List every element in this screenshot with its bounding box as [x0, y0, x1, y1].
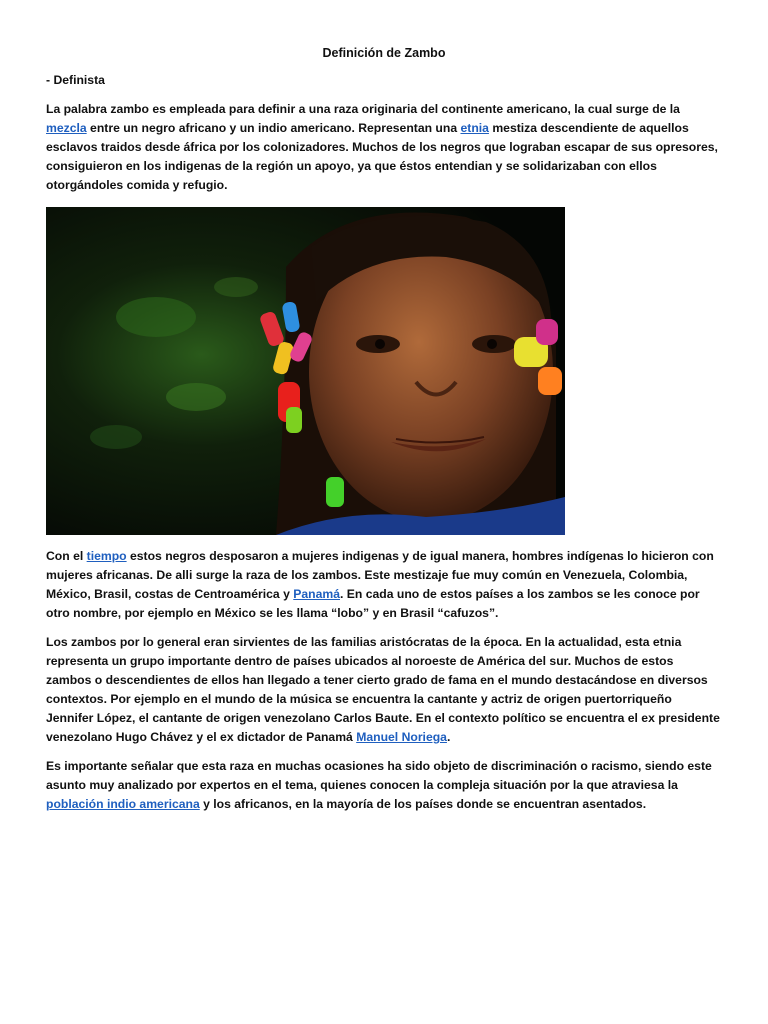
text-span: , por ejemplo en México se les llama “lobo” y en Brasil “cafuzos”. [117, 606, 499, 620]
author-line: - Definista [46, 73, 105, 87]
text-span: Con el [46, 549, 87, 563]
paragraph-history [46, 547, 722, 623]
paragraph-notable [46, 633, 722, 747]
text-span: estos negros desposaron a mujeres indigenas y de igual manera, hombres indígenas lo hicieron con mujeres africanas. De alli surge la raza de los zambos. Este mestizaje fue muy común en [46, 549, 714, 582]
text-span: . En cada uno de estos países a los zambos se les conoce por otro [46, 587, 700, 620]
link-mezcla[interactable]: mezcla [46, 121, 87, 135]
link-poblacion-indio-americana[interactable]: población indio americana [46, 797, 200, 811]
bold-countries: Venezuela, Colombia, México, Brasil [46, 568, 688, 601]
link-etnia[interactable]: etnia [460, 121, 489, 135]
girl-portrait-photo [46, 207, 565, 535]
text-span: Los zambos por lo general eran sirvientes de las familias aristócratas de la época. En la actualidad, esta etnia representa un grupo importante dentro de países ubicados al noroeste de América del sur. Muchos de estos zambos o descendientes de ellos han llegado a tener cierto grado de fama en el mundo destacándose en diversos contextos. Por ejemplo en el mundo de la música se encuentra la cantante y actriz de origen puertorriqueño Jennifer López, el cantante de origen venezolano Carlos Baute. En el contexto político se encuentra el ex presidente venezolano Hugo Chávez y el ex dictador de Panamá [46, 635, 720, 744]
paragraph-discrimination [46, 757, 722, 814]
page-title: Definición de Zambo [322, 46, 446, 60]
text-span: Es importante señalar que esta raza en muchas ocasiones ha sido objeto de discriminación o racismo, siendo este asunto muy analizado por expertos en el tema, quienes conocen la compleja situación por la que atraviesa la [46, 759, 712, 792]
paragraph-intro [46, 100, 722, 195]
text-span: . [446, 730, 451, 744]
link-manuel-noriega[interactable]: Manuel Noriega [356, 730, 447, 744]
link-panama[interactable]: Panamá [293, 587, 340, 601]
text-span: y los africanos, en la mayoría de los países donde se encuentran asentados. [199, 797, 647, 811]
text-span: entre un negro africano y un indio americano. Representan una [86, 121, 461, 135]
text-span: La palabra zambo es empleada para definir a una raza originaria del continente americano, la cual surge de la [46, 102, 680, 116]
photo-illustration [46, 207, 565, 535]
link-tiempo[interactable]: tiempo [86, 549, 127, 563]
text-span: , costas de Centroamérica y [127, 587, 294, 601]
text-span: mestiza descendiente de aquellos esclavos traidos desde áfrica por los colonizadores. Muchos de los negros que lograban escapar de sus opresores, consiguieron en los indigenas de la región un apoyo, ya que éstos entendian y se solidarizaban con ellos otorgándoles comida y refugio. [46, 121, 718, 192]
bold-nombre: nombre [73, 606, 118, 620]
